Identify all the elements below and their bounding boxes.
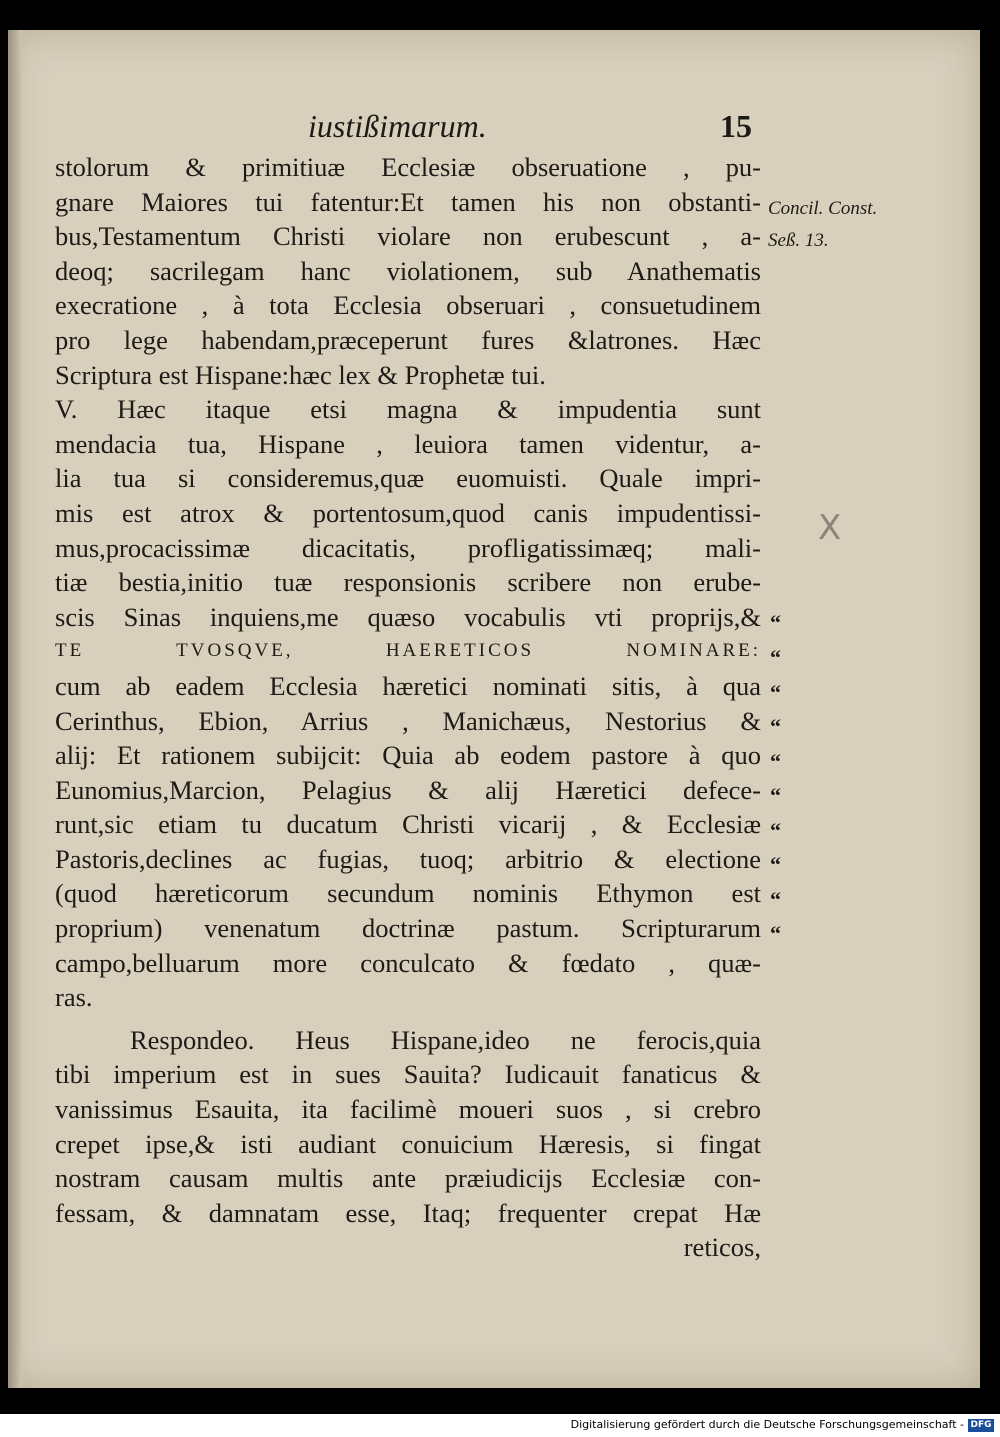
dfg-logo: DFG [968, 1419, 994, 1432]
quote-mark: “ [770, 921, 781, 946]
text-line: scis Sinas inquiens,me quæso vocabulis vti proprijs,& [55, 601, 761, 632]
quote-mark: “ [770, 610, 781, 635]
text-line: tiæ bestia,initio tuæ responsionis scribere non erube- [55, 567, 761, 598]
running-title: iustißimarum. [308, 108, 487, 144]
text-line: alij: Et rationem subijcit: Quia ab eodem pastore à quo [55, 740, 761, 771]
section-heading-line: V. Hæc itaque etsi magna & impudentia sunt [55, 394, 761, 425]
quote-mark: “ [770, 852, 781, 877]
text-line: cum ab eadem Ecclesia hæretici nominati sitis, à qua [55, 670, 761, 701]
quote-mark: “ [770, 783, 781, 808]
margin-note-council: Concil. Const. [768, 198, 878, 219]
text-line: mus,procacissimæ dicacitatis, profligatissimæq; mali- [55, 532, 761, 563]
text-line: ras. [55, 982, 93, 1013]
margin-note-session: Seß. 13. [768, 230, 829, 251]
body-text [55, 150, 761, 1265]
text-line: Scriptura est Hispane:hæc lex & Prophetæ tui. [55, 359, 546, 390]
text-line: nostram causam multis ante præiudicijs Ecclesiæ con- [55, 1163, 761, 1194]
text-line: runt,sic etiam tu ducatum Christi vicarij , & Ecclesiæ [55, 809, 761, 840]
text-line: Pastoris,declines ac fugias, tuoq; arbitrio & electione [55, 843, 761, 874]
text-line: tibi imperium est in sues Sauita? Iudicauit fanaticus & [55, 1059, 761, 1090]
pencil-annotation: X [818, 508, 842, 548]
text-line: vanissimus Esauita, ita facilimè moueri suos , si crebro [55, 1094, 761, 1125]
text-line: crepet ipse,& isti audiant conuicium Hæresis, si fingat [55, 1128, 761, 1159]
text-line: deoq; sacrilegam hanc violationem, sub Anathematis [55, 255, 761, 286]
text-line: proprium) venenatum doctrinæ pastum. Scripturarum [55, 913, 761, 944]
quote-mark: “ [770, 749, 781, 774]
text-line: Cerinthus, Ebion, Arrius , Manichæus, Nestorius & [55, 705, 761, 736]
quote-mark: “ [770, 714, 781, 739]
text-line: campo,belluarum more conculcato & fœdato , quæ- [55, 947, 761, 978]
text-line: mendacia tua, Hispane , leuiora tamen videntur, a- [55, 428, 761, 459]
text-line: lia tua si consideremus,quæ euomuisti. Quale impri- [55, 463, 761, 494]
text-line: bus,Testamentum Christi violare non erubescunt , a- [55, 221, 761, 252]
quote-mark: “ [770, 887, 781, 912]
text-line: pro lege habendam,præceperunt fures &latrones. Hæc [55, 324, 761, 355]
text-line: gnare Maiores tui fatentur:Et tamen his non obstanti- [55, 186, 761, 217]
catchword-line: reticos, [683, 1232, 761, 1263]
text-line: execratione , à tota Ecclesia obseruari , consuetudinem [55, 290, 761, 321]
quote-mark: “ [770, 645, 781, 670]
book-spine [8, 30, 22, 1388]
quote-mark: “ [770, 680, 781, 705]
text-line: mis est atrox & portentosum,quod canis impudentissi- [55, 497, 761, 528]
text-line: fessam, & damnatam esse, Itaq; frequenter crepat Hæ [55, 1197, 761, 1228]
text-line: Eunomius,Marcion, Pelagius & alij Hæretici defece- [55, 774, 761, 805]
text-line: (quod hæreticorum secundum nominis Ethymon est [55, 878, 761, 909]
quote-mark: “ [770, 818, 781, 843]
paragraph-start-line: Respondeo. Heus Hispane,ideo ne ferocis,quia [130, 1024, 761, 1055]
funding-credit: Digitalisierung gefördert durch die Deutsche Forschungsgemeinschaft - [570, 1418, 964, 1431]
text-line: stolorum & primitiuæ Ecclesiæ obseruatione , pu- [55, 152, 761, 182]
page-number: 15 [720, 108, 752, 144]
text-line-capitals: TE TVOSQVE, HAERETICOS NOMINARE: [55, 640, 761, 662]
